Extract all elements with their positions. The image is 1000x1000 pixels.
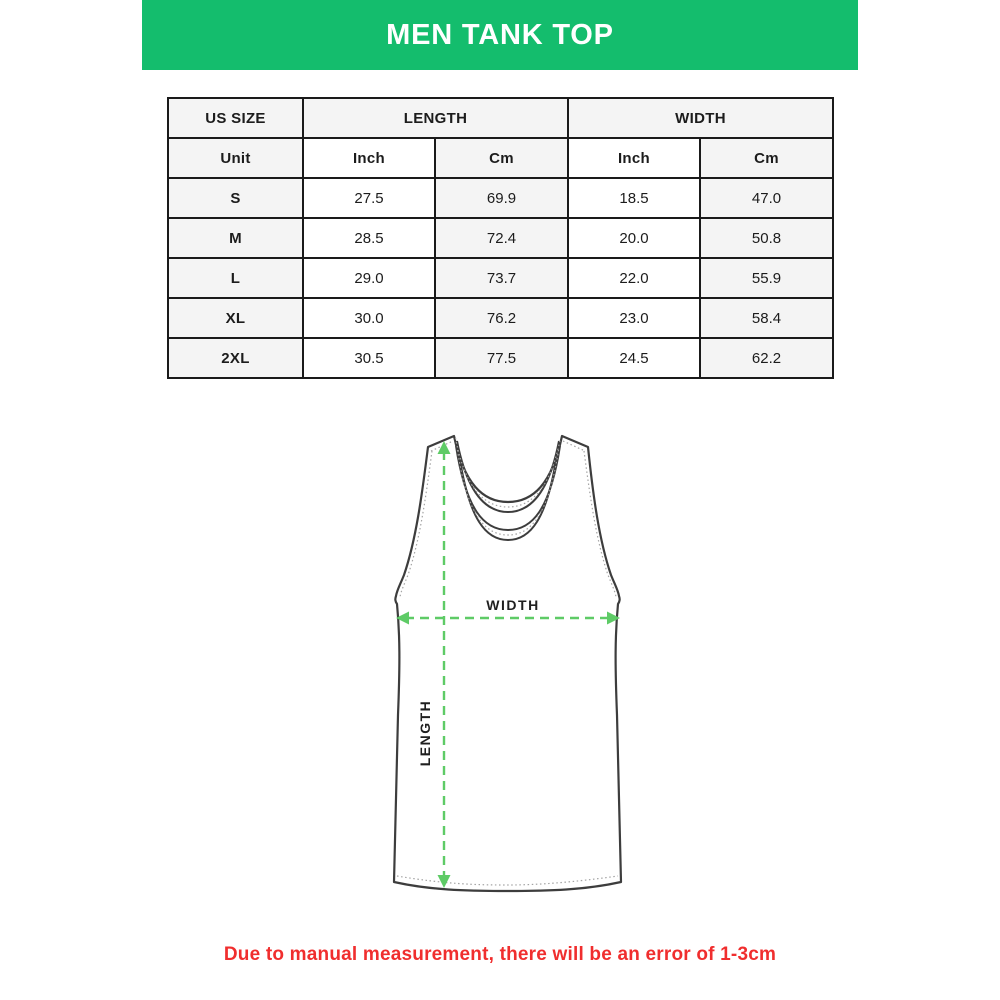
cell-value: 22.0 bbox=[568, 258, 700, 298]
size-label: L bbox=[168, 258, 303, 298]
column-header-length: LENGTH bbox=[303, 98, 568, 138]
cell-value: 30.0 bbox=[303, 298, 435, 338]
size-label: S bbox=[168, 178, 303, 218]
tank-top-outline bbox=[394, 436, 621, 891]
tank-top-sketch bbox=[370, 420, 650, 920]
cell-value: 20.0 bbox=[568, 218, 700, 258]
cell-value: 72.4 bbox=[435, 218, 568, 258]
cell-value: 76.2 bbox=[435, 298, 568, 338]
width-dimension-label: WIDTH bbox=[486, 597, 540, 613]
length-dimension-label: LENGTH bbox=[417, 699, 433, 767]
measurement-disclaimer: Due to manual measurement, there will be an error of 1-3cm bbox=[223, 944, 777, 965]
title-banner bbox=[142, 0, 858, 70]
cell-value: 50.8 bbox=[700, 218, 833, 258]
table-group-header-row bbox=[168, 98, 833, 138]
tank-top-diagram bbox=[370, 420, 650, 920]
unit-length-cm: Cm bbox=[435, 138, 568, 178]
cell-value: 29.0 bbox=[303, 258, 435, 298]
page-title: MEN TANK TOP bbox=[386, 18, 614, 51]
table-unit-row bbox=[168, 138, 833, 178]
cell-value: 69.9 bbox=[435, 178, 568, 218]
table-row bbox=[168, 298, 833, 338]
table-row bbox=[168, 218, 833, 258]
table-row bbox=[168, 258, 833, 298]
cell-value: 27.5 bbox=[303, 178, 435, 218]
cell-value: 28.5 bbox=[303, 218, 435, 258]
size-label: M bbox=[168, 218, 303, 258]
table-row bbox=[168, 178, 833, 218]
column-header-width: WIDTH bbox=[568, 98, 833, 138]
cell-value: 18.5 bbox=[568, 178, 700, 218]
unit-width-inch: Inch bbox=[568, 138, 700, 178]
size-label: 2XL bbox=[168, 338, 303, 378]
table-row bbox=[168, 338, 833, 378]
unit-row-label: Unit bbox=[168, 138, 303, 178]
cell-value: 47.0 bbox=[700, 178, 833, 218]
cell-value: 77.5 bbox=[435, 338, 568, 378]
cell-value: 55.9 bbox=[700, 258, 833, 298]
unit-length-inch: Inch bbox=[303, 138, 435, 178]
column-header-us-size: US SIZE bbox=[168, 98, 303, 138]
cell-value: 73.7 bbox=[435, 258, 568, 298]
cell-value: 24.5 bbox=[568, 338, 700, 378]
cell-value: 23.0 bbox=[568, 298, 700, 338]
cell-value: 58.4 bbox=[700, 298, 833, 338]
unit-width-cm: Cm bbox=[700, 138, 833, 178]
cell-value: 62.2 bbox=[700, 338, 833, 378]
size-label: XL bbox=[168, 298, 303, 338]
cell-value: 30.5 bbox=[303, 338, 435, 378]
size-table bbox=[167, 97, 834, 379]
